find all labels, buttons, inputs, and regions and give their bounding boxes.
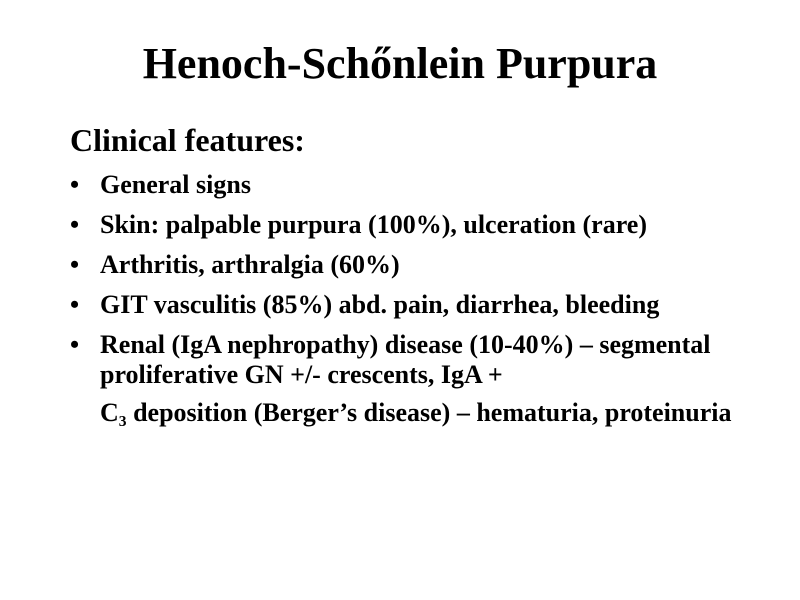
- bullet-item: [70, 170, 760, 200]
- bullet-list: [70, 170, 760, 438]
- slide-subtitle: Clinical features:: [70, 122, 305, 158]
- bullet-point-icon: •: [70, 290, 80, 319]
- bullet-point-icon: •: [70, 210, 80, 239]
- bullet-item: [70, 330, 760, 428]
- bullet-item: [70, 250, 760, 280]
- bullet-text: Arthritis, arthralgia (60%): [100, 250, 400, 279]
- bullet-point-icon: •: [70, 330, 80, 359]
- bullet-item: [70, 210, 760, 240]
- bullet-text: General signs: [100, 170, 251, 199]
- bullet-text: Skin: palpable purpura (100%), ulceration (rare): [100, 210, 647, 239]
- bullet-point-icon: •: [70, 170, 80, 199]
- slide-title: Henoch-Schőnlein Purpura: [142, 39, 658, 88]
- bullet-text: Renal (IgA nephropathy) disease (10-40%) – segmental proliferative GN +/- crescents, IgA +: [100, 330, 711, 389]
- bullet-item: [70, 290, 760, 320]
- bullet-continuation-text: C₃ deposition (Berger’s disease) – hematuria, proteinuria: [100, 398, 732, 427]
- bullet-point-icon: •: [70, 250, 80, 279]
- bullet-text: GIT vasculitis (85%) abd. pain, diarrhea, bleeding: [100, 290, 660, 319]
